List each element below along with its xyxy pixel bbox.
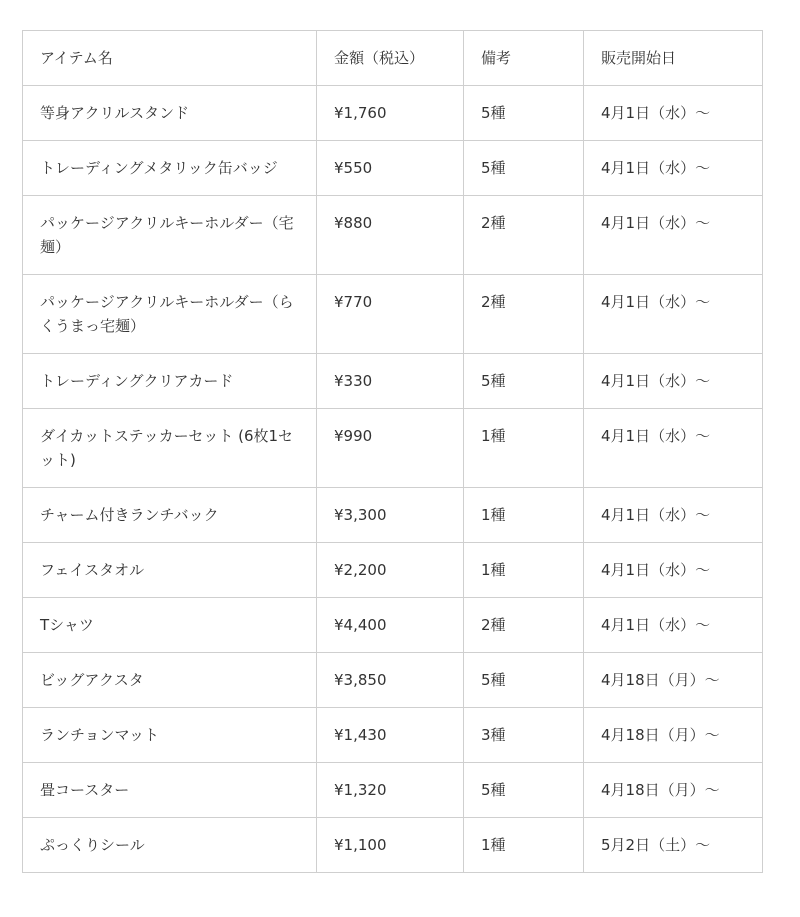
cell-start-date: 4月1日（水）～ <box>584 488 763 543</box>
cell-note: 3種 <box>464 708 584 763</box>
table-row <box>23 354 763 409</box>
table-row <box>23 543 763 598</box>
cell-note: 5種 <box>464 653 584 708</box>
cell-price: ¥880 <box>317 196 464 275</box>
cell-price: ¥1,430 <box>317 708 464 763</box>
cell-note: 1種 <box>464 818 584 873</box>
cell-price: ¥2,200 <box>317 543 464 598</box>
cell-price: ¥1,100 <box>317 818 464 873</box>
cell-note: 1種 <box>464 488 584 543</box>
table-body <box>23 86 763 873</box>
cell-item-name: フェイスタオル <box>23 543 317 598</box>
cell-item-name: ランチョンマット <box>23 708 317 763</box>
cell-item-name: 畳コースター <box>23 763 317 818</box>
cell-price: ¥3,850 <box>317 653 464 708</box>
cell-start-date: 4月1日（水）～ <box>584 275 763 354</box>
cell-start-date: 4月1日（水）～ <box>584 354 763 409</box>
cell-start-date: 4月18日（月）～ <box>584 653 763 708</box>
cell-price: ¥4,400 <box>317 598 464 653</box>
cell-item-name: パッケージアクリルキーホルダー（宅麺） <box>23 196 317 275</box>
cell-note: 5種 <box>464 141 584 196</box>
table-row <box>23 598 763 653</box>
cell-item-name: トレーディングメタリック缶バッジ <box>23 141 317 196</box>
cell-note: 2種 <box>464 598 584 653</box>
cell-price: ¥1,320 <box>317 763 464 818</box>
cell-item-name: ダイカットステッカーセット (6枚1セット) <box>23 409 317 488</box>
column-header-price: 金額（税込） <box>317 31 464 86</box>
table-row <box>23 86 763 141</box>
cell-start-date: 4月1日（水）～ <box>584 543 763 598</box>
merchandise-table <box>22 30 763 873</box>
table-row <box>23 141 763 196</box>
cell-item-name: 等身アクリルスタンド <box>23 86 317 141</box>
table-row <box>23 275 763 354</box>
cell-start-date: 4月1日（水）～ <box>584 141 763 196</box>
cell-item-name: パッケージアクリルキーホルダー（らくうまっ宅麺） <box>23 275 317 354</box>
cell-start-date: 4月1日（水）～ <box>584 409 763 488</box>
cell-start-date: 5月2日（土）～ <box>584 818 763 873</box>
column-header-start-date: 販売開始日 <box>584 31 763 86</box>
cell-start-date: 4月18日（月）～ <box>584 708 763 763</box>
table-row <box>23 409 763 488</box>
cell-price: ¥1,760 <box>317 86 464 141</box>
table-row <box>23 488 763 543</box>
cell-note: 5種 <box>464 763 584 818</box>
cell-note: 1種 <box>464 543 584 598</box>
table-row <box>23 763 763 818</box>
cell-note: 5種 <box>464 354 584 409</box>
cell-price: ¥770 <box>317 275 464 354</box>
cell-note: 2種 <box>464 196 584 275</box>
table-header-row <box>23 31 763 86</box>
cell-note: 5種 <box>464 86 584 141</box>
cell-start-date: 4月1日（水）～ <box>584 86 763 141</box>
cell-item-name: Tシャツ <box>23 598 317 653</box>
cell-item-name: ビッグアクスタ <box>23 653 317 708</box>
cell-item-name: ぷっくりシール <box>23 818 317 873</box>
cell-note: 1種 <box>464 409 584 488</box>
cell-item-name: トレーディングクリアカード <box>23 354 317 409</box>
cell-note: 2種 <box>464 275 584 354</box>
cell-price: ¥3,300 <box>317 488 464 543</box>
cell-price: ¥990 <box>317 409 464 488</box>
column-header-note: 備考 <box>464 31 584 86</box>
cell-start-date: 4月18日（月）～ <box>584 763 763 818</box>
column-header-item-name: アイテム名 <box>23 31 317 86</box>
table-row <box>23 653 763 708</box>
table-row <box>23 818 763 873</box>
cell-price: ¥550 <box>317 141 464 196</box>
cell-item-name: チャーム付きランチバック <box>23 488 317 543</box>
table-row <box>23 708 763 763</box>
cell-start-date: 4月1日（水）～ <box>584 598 763 653</box>
cell-start-date: 4月1日（水）～ <box>584 196 763 275</box>
table-row <box>23 196 763 275</box>
cell-price: ¥330 <box>317 354 464 409</box>
